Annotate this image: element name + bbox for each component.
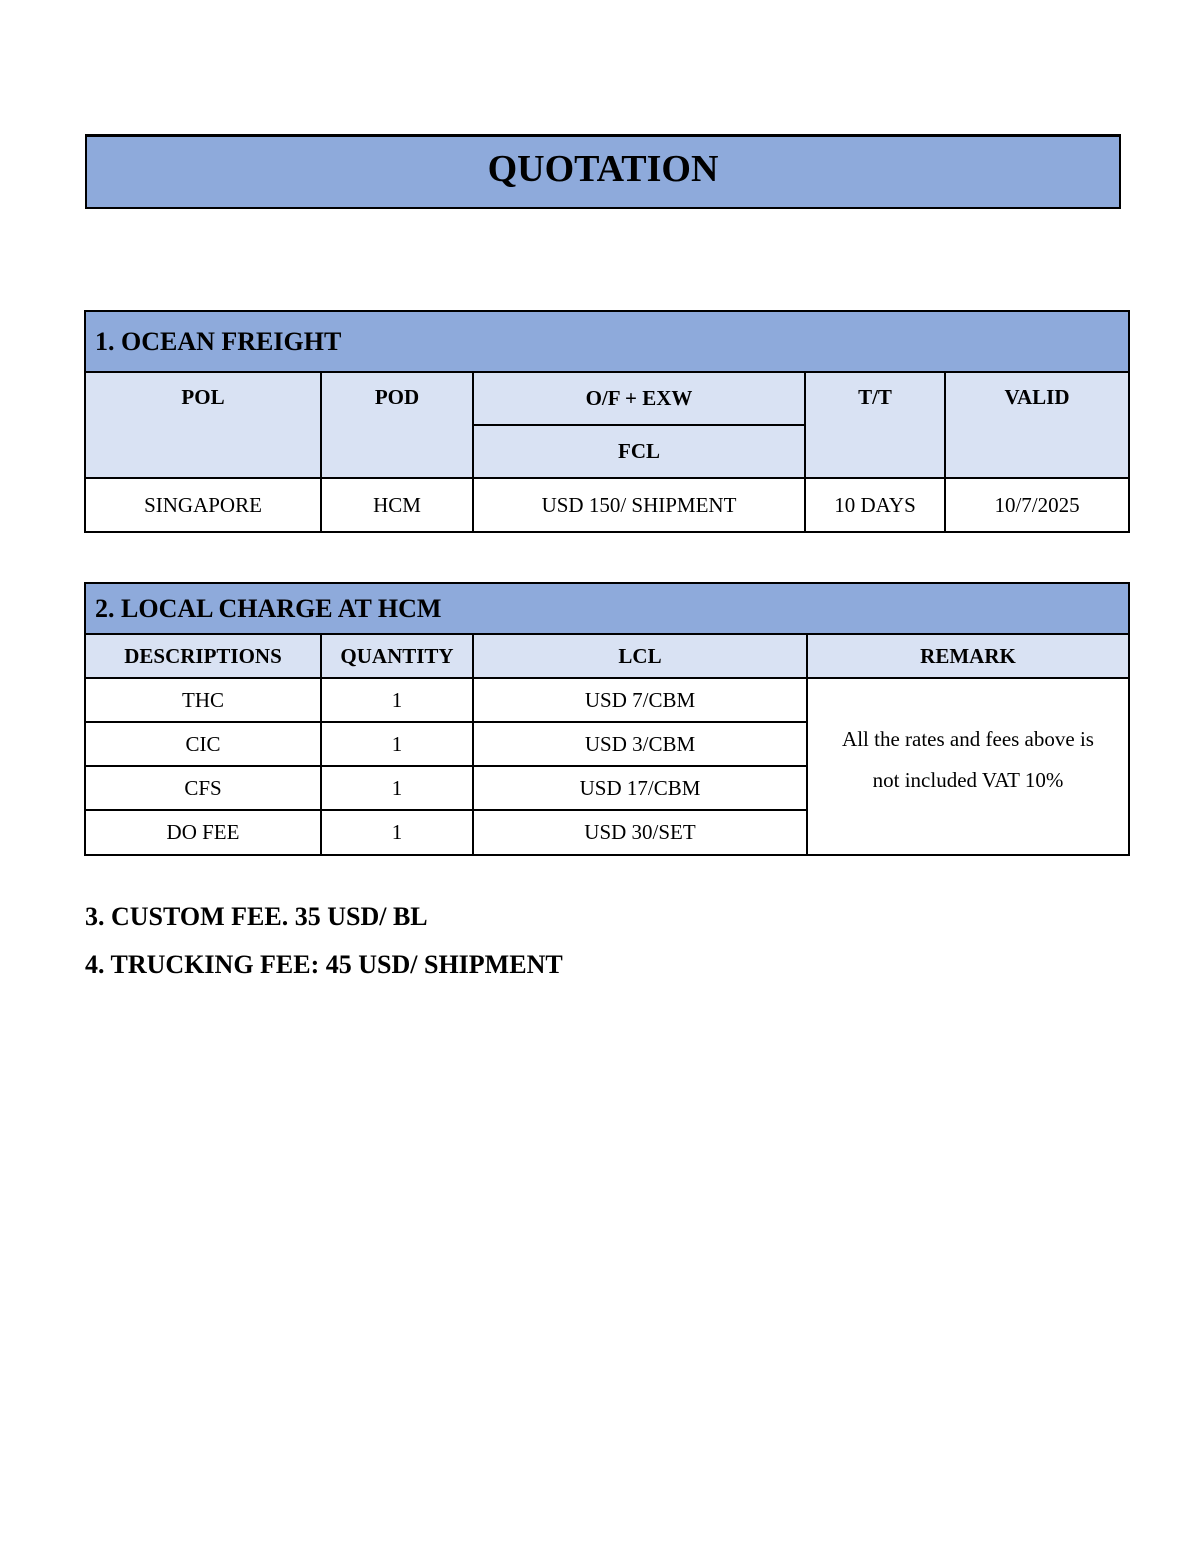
lcl-cell: USD 3/CBM [473,722,807,766]
valid-cell: 10/7/2025 [945,478,1129,532]
quantity-cell: 1 [321,766,473,810]
page-title: QUOTATION [487,148,719,190]
pod-header: POD [321,372,473,478]
lcl-header: LCL [473,634,807,678]
pol-cell: SINGAPORE [85,478,321,532]
local-charge-section-title: 2. LOCAL CHARGE AT HCM [85,583,1129,634]
tt-cell: 10 DAYS [805,478,945,532]
description-cell: CIC [85,722,321,766]
trucking-fee-line: 4. TRUCKING FEE: 45 USD/ SHIPMENT [85,950,563,979]
quotation-title-banner [85,134,1121,209]
remark-header: REMARK [807,634,1129,678]
remark-cell [807,678,1129,855]
fcl-header: FCL [473,425,805,478]
description-cell: THC [85,678,321,722]
table-row [85,478,1129,532]
description-cell: CFS [85,766,321,810]
custom-fee-line: 3. CUSTOM FEE. 35 USD/ BL [85,902,428,931]
quantity-cell: 1 [321,810,473,855]
quantity-header: QUANTITY [321,634,473,678]
descriptions-header: DESCRIPTIONS [85,634,321,678]
pod-cell: HCM [321,478,473,532]
remark-line-2: not included VAT 10% [872,767,1064,792]
valid-header: VALID [945,372,1129,478]
description-cell: DO FEE [85,810,321,855]
lcl-cell: USD 7/CBM [473,678,807,722]
of-exw-header: O/F + EXW [473,372,805,425]
local-charge-table [84,582,1130,856]
ocean-freight-section-title: 1. OCEAN FREIGHT [85,311,1129,372]
lcl-cell: USD 17/CBM [473,766,807,810]
ocean-freight-table [84,310,1130,533]
remark-line-1: All the rates and fees above is [842,726,1094,751]
quantity-cell: 1 [321,722,473,766]
lcl-cell: USD 30/SET [473,810,807,855]
pol-header: POL [85,372,321,478]
rate-cell: USD 150/ SHIPMENT [473,478,805,532]
table-row [85,678,1129,722]
quantity-cell: 1 [321,678,473,722]
tt-header: T/T [805,372,945,478]
